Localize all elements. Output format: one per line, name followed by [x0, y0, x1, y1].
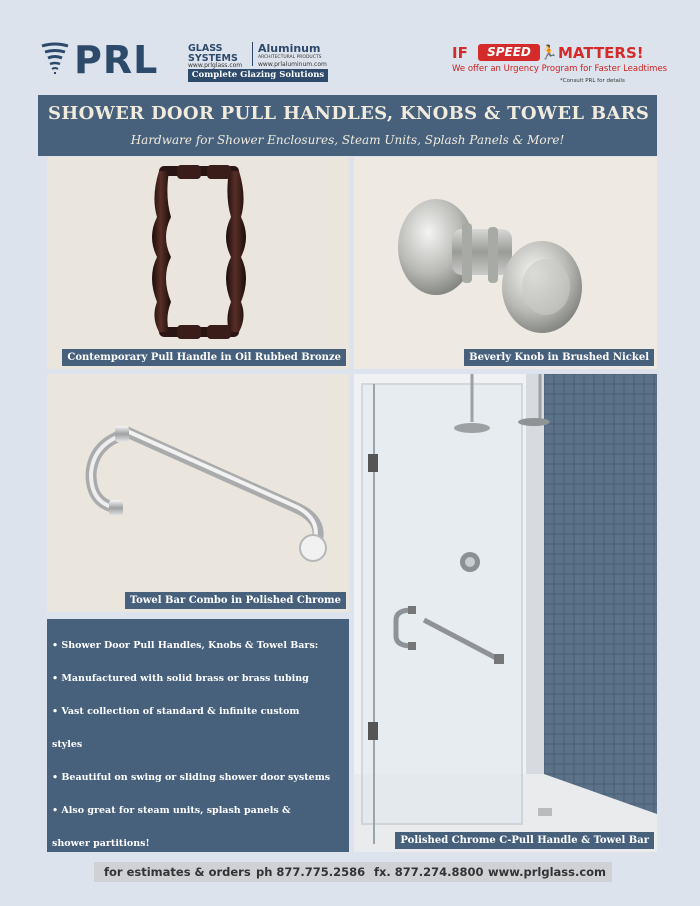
footer-phone[interactable]: ph 877.775.2586	[256, 865, 366, 879]
prl-logo[interactable]	[40, 40, 340, 84]
contact-footer	[94, 862, 612, 882]
tornado-logo-icon	[40, 42, 70, 76]
list-item: styles	[52, 739, 83, 750]
list-item: • Vast collection of standard & infinite custom	[52, 706, 300, 717]
product-c-pull-handle-photo[interactable]	[354, 374, 657, 852]
aluminum-url: www.prlaluminum.com	[258, 61, 327, 68]
tagline: Complete Glazing Solutions	[188, 69, 328, 82]
pull-handle-image	[47, 157, 349, 369]
towel-bar-image	[47, 374, 349, 612]
list-item: • Also great for steam units, splash panels &	[52, 805, 291, 816]
footer-website-link[interactable]: www.prlglass.com	[488, 865, 607, 879]
list-item: • Shower Door Pull Handles, Knobs & Towel Bars:	[52, 640, 319, 651]
footer-fax: fx. 877.274.8800	[374, 865, 484, 879]
promo-if: IF	[452, 44, 468, 62]
product-beverly-knob[interactable]	[354, 157, 657, 369]
caption-pull-handle: Contemporary Pull Handle in Oil Rubbed Bronze	[62, 349, 346, 366]
shower-enclosure-image	[354, 374, 657, 852]
list-item: • Beautiful on swing or sliding shower door systems	[52, 772, 331, 783]
list-item: • Manufactured with solid brass or brass tubing	[52, 673, 309, 684]
title-banner	[38, 95, 657, 156]
product-towel-bar-combo[interactable]	[47, 374, 349, 612]
page-subtitle: Hardware for Shower Enclosures, Steam Units, Splash Panels & More!	[130, 133, 565, 147]
runner-icon: 🏃	[540, 45, 558, 61]
consult-note: *Consult PRL for details	[560, 78, 625, 84]
glass-systems-label: GLASS SYSTEMS	[188, 43, 238, 64]
page-title: SHOWER DOOR PULL HANDLES, KNOBS & TOWEL BARS	[48, 103, 650, 124]
caption-beverly-knob: Beverly Knob in Brushed Nickel	[464, 349, 654, 366]
brand-name: PRL	[74, 38, 159, 82]
logo-divider	[252, 42, 253, 66]
feature-list	[47, 619, 349, 852]
list-item: shower partitions!	[52, 838, 150, 849]
speed-promo[interactable]	[452, 44, 668, 94]
aluminum-label: Aluminum	[258, 42, 321, 55]
glass-url: www.prlglass.com	[188, 62, 243, 69]
product-pull-handle[interactable]	[47, 157, 349, 369]
knob-image	[354, 157, 657, 369]
aluminum-sub: ARCHITECTURAL PRODUCTS	[258, 55, 322, 60]
caption-towel-bar-combo: Towel Bar Combo in Polished Chrome	[125, 592, 346, 609]
speed-badge: SPEED	[478, 44, 540, 61]
caption-c-pull-handle: Polished Chrome C-Pull Handle & Towel Bar	[395, 832, 654, 849]
urgency-text: We offer an Urgency Program for Faster Leadtimes	[452, 64, 668, 74]
promo-matters: MATTERS!	[558, 44, 644, 62]
footer-estimates: for estimates & orders	[104, 865, 251, 879]
